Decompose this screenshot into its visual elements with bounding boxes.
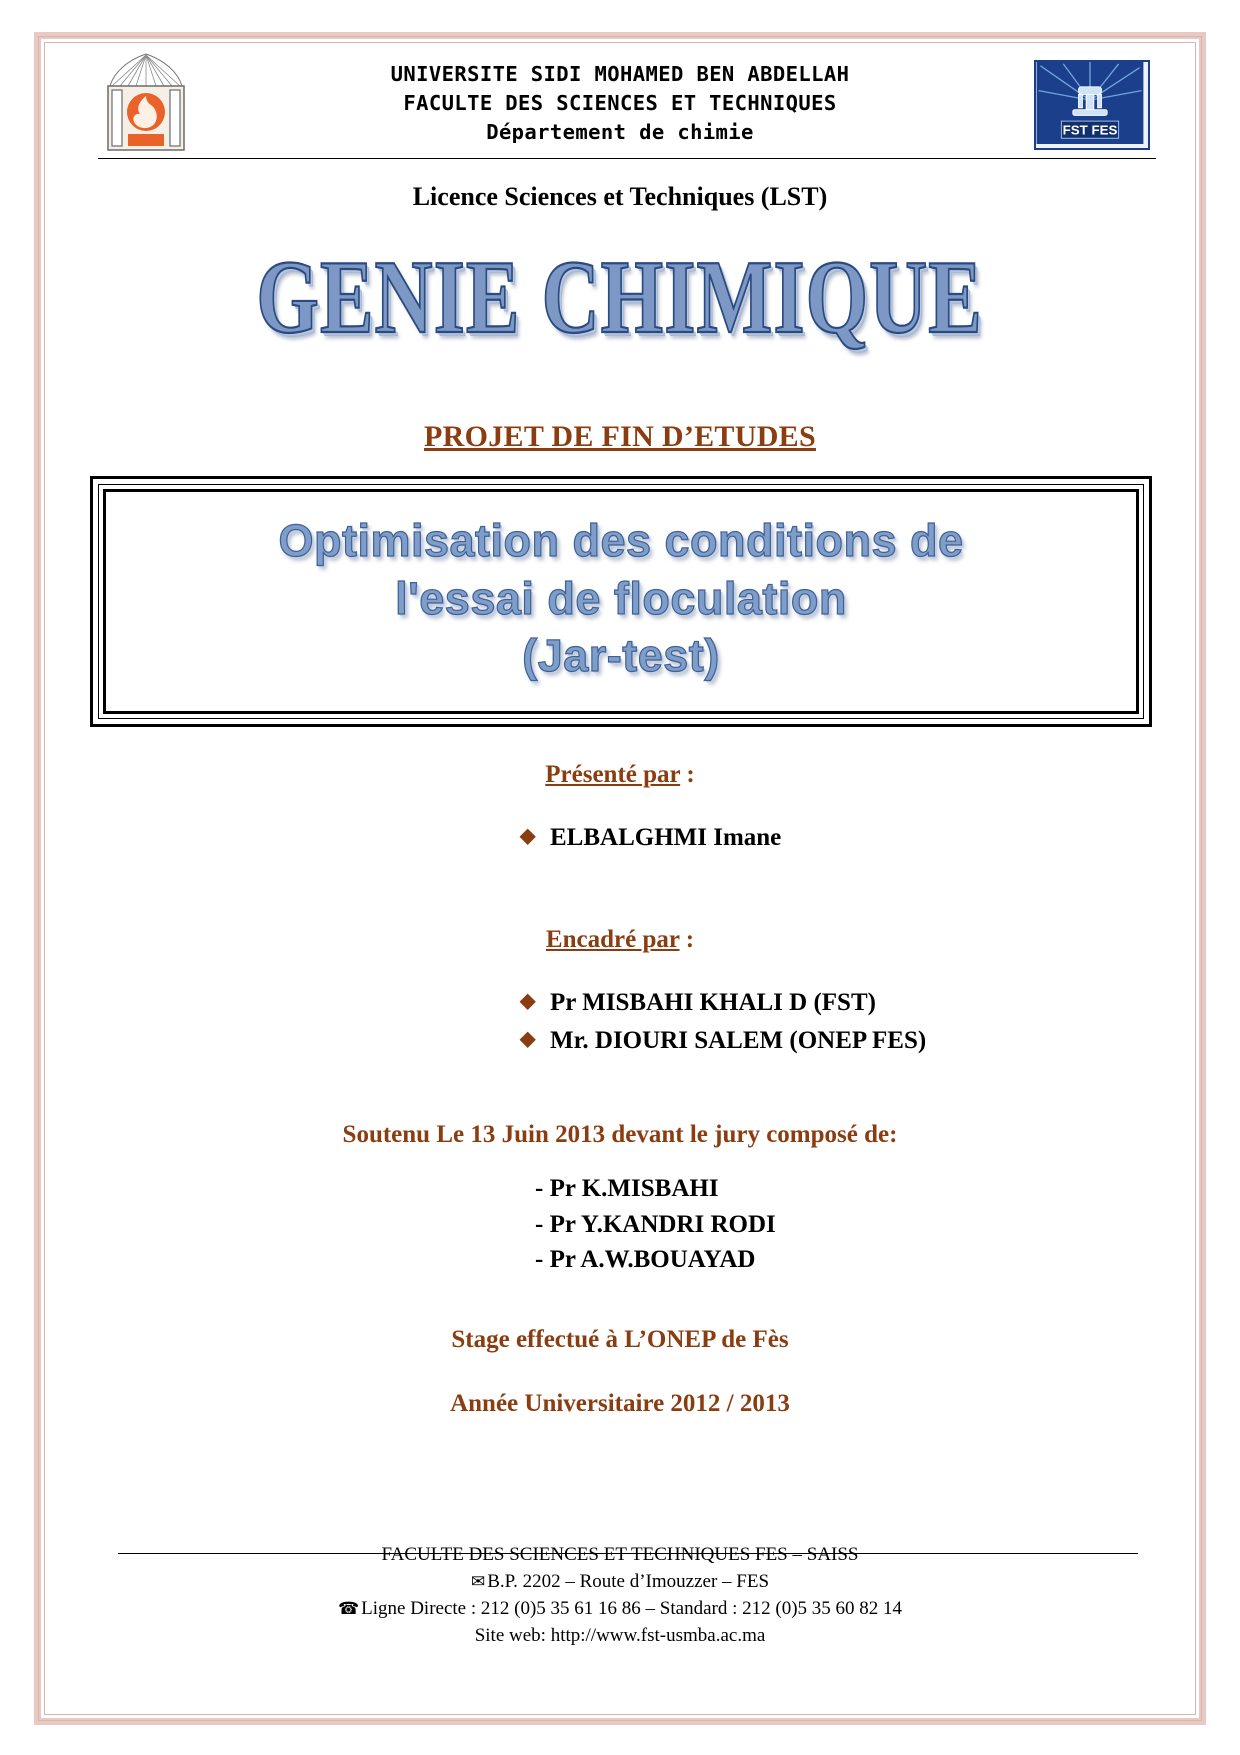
title-box-content	[103, 489, 1139, 714]
header-divider	[98, 158, 1156, 159]
document-header	[80, 46, 1160, 158]
list-item	[80, 1022, 1160, 1060]
jury-member-3: - Pr A.W.BOUAYAD	[535, 1246, 756, 1274]
presented-by-text: Présenté par	[545, 760, 681, 788]
department-name: Département de chimie	[486, 120, 754, 145]
title-box-inner-border	[98, 484, 1144, 719]
supervised-by-colon: :	[679, 926, 695, 954]
header-institution-block	[80, 46, 1160, 147]
footer-website: Site web: http://www.fst-usmba.ac.ma	[474, 1625, 766, 1647]
phone-icon: ☎	[337, 1599, 360, 1619]
field-title: GENIE CHIMIQUE	[256, 237, 984, 355]
supervisor-list	[80, 984, 1160, 1059]
mail-icon: ✉	[470, 1572, 486, 1592]
svg-text:FST FES: FST FES	[1062, 122, 1118, 138]
university-seal-icon	[98, 50, 194, 156]
document-title-line-2: l'essai de floculation	[395, 572, 847, 624]
project-label: PROJET DE FIN D’ETUDES	[424, 420, 816, 453]
document-footer	[80, 1542, 1160, 1650]
supervisor-name-1: Pr MISBAHI KHALI D (FST)	[550, 989, 876, 1017]
diamond-bullet-icon: ◆	[520, 1027, 536, 1050]
jury-member-1: - Pr K.MISBAHI	[535, 1175, 719, 1203]
footer-address-row	[80, 1569, 1160, 1596]
degree-line: Licence Sciences et Techniques (LST)	[412, 182, 828, 211]
list-item	[80, 984, 1160, 1022]
footer-institution: FACULTE DES SCIENCES ET TECHNIQUES FES – SAISS	[381, 1544, 859, 1566]
list-item	[80, 819, 1160, 857]
presented-by-label	[80, 761, 1160, 789]
supervised-by-label	[80, 926, 1160, 954]
footer-phone: Ligne Directe : 212 (0)5 35 61 16 86 – Standard : 212 (0)5 35 60 82 14	[361, 1598, 903, 1620]
document-title-line-1: Optimisation des conditions de	[278, 515, 964, 566]
supervised-by-text: Encadré par	[545, 926, 680, 954]
diamond-bullet-icon: ◆	[520, 824, 536, 847]
academic-year-line: Année Universitaire 2012 / 2013	[450, 1389, 790, 1417]
jury-member-2: - Pr Y.KANDRI RODI	[535, 1210, 776, 1238]
internship-line: Stage effectué à L’ONEP de Fès	[451, 1325, 789, 1353]
fst-fes-logo-icon	[1034, 60, 1150, 150]
author-name: ELBALGHMI Imane	[550, 823, 782, 851]
footer-address: B.P. 2202 – Route d’Imouzzer – FES	[487, 1571, 770, 1593]
presented-by-colon: :	[680, 760, 695, 788]
supervisor-name-2: Mr. DIOURI SALEM (ONEP FES)	[550, 1026, 927, 1054]
footer-phone-row	[80, 1596, 1160, 1623]
document-title-line-3: (Jar-test)	[522, 630, 720, 682]
university-name: UNIVERSITE SIDI MOHAMED BEN ABDELLAH	[390, 62, 850, 86]
document-body	[80, 46, 1160, 1686]
author-list	[80, 819, 1160, 857]
field-wordart	[80, 236, 1160, 362]
faculty-name: FACULTE DES SCIENCES ET TECHNIQUES	[403, 91, 837, 116]
jury-list	[80, 1171, 1160, 1278]
diamond-bullet-icon: ◆	[520, 990, 536, 1013]
title-box	[90, 476, 1152, 727]
defense-line: Soutenu Le 13 Juin 2013 devant le jury composé de:	[342, 1121, 898, 1149]
